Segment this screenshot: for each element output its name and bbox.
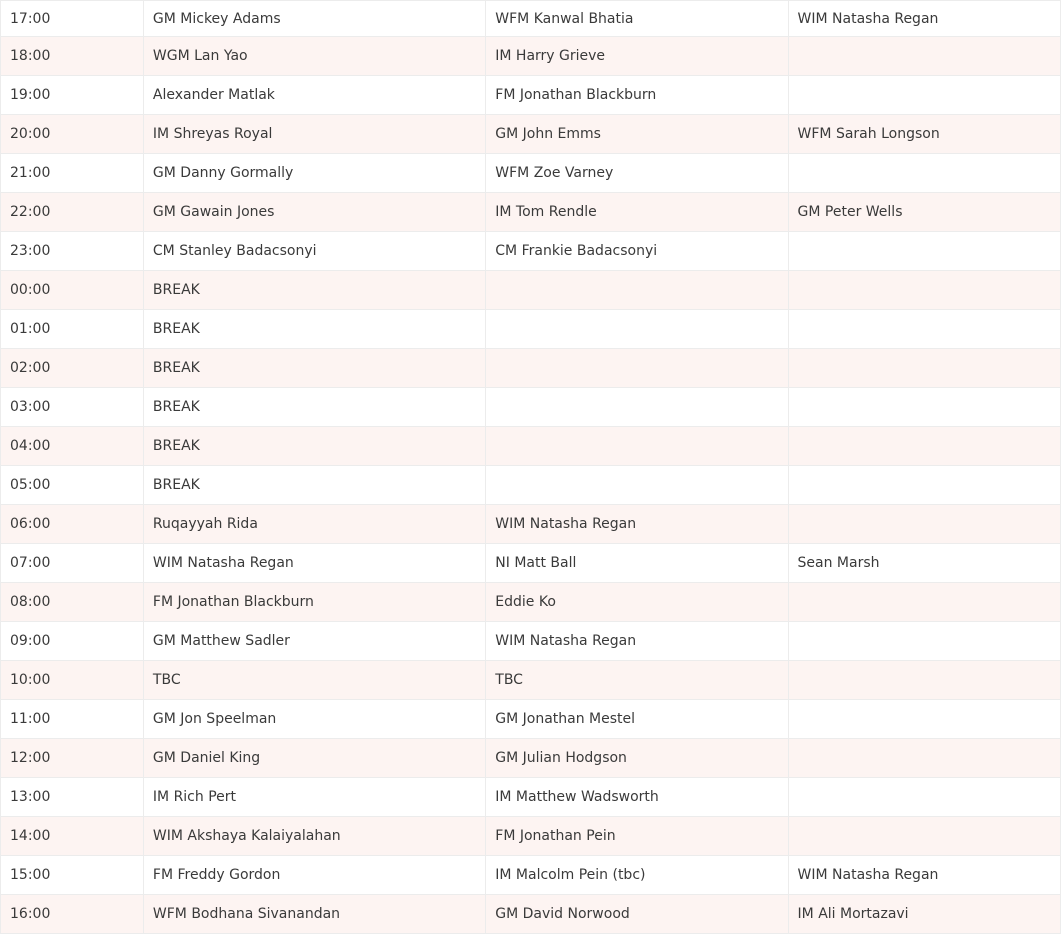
time-cell: 06:00 (1, 505, 144, 544)
table-row (1, 76, 1061, 115)
time-cell: 09:00 (1, 622, 144, 661)
table-row (1, 661, 1061, 700)
table-row (1, 37, 1061, 76)
time-cell: 20:00 (1, 115, 144, 154)
host-cell: BREAK (143, 349, 485, 388)
host-cell: IM Malcolm Pein (tbc) (486, 856, 788, 895)
time-cell: 04:00 (1, 427, 144, 466)
host-cell: BREAK (143, 427, 485, 466)
host-cell: GM Peter Wells (788, 193, 1060, 232)
host-cell (486, 271, 788, 310)
host-cell (486, 466, 788, 505)
host-cell: CM Stanley Badacsonyi (143, 232, 485, 271)
table-row (1, 778, 1061, 817)
host-cell: Ruqayyah Rida (143, 505, 485, 544)
host-cell: WIM Natasha Regan (486, 505, 788, 544)
table-row (1, 427, 1061, 466)
host-cell: GM Daniel King (143, 739, 485, 778)
table-row (1, 388, 1061, 427)
host-cell: NI Matt Ball (486, 544, 788, 583)
host-cell (788, 349, 1060, 388)
table-row (1, 115, 1061, 154)
host-cell: IM Tom Rendle (486, 193, 788, 232)
table-row (1, 739, 1061, 778)
host-cell: Alexander Matlak (143, 76, 485, 115)
time-cell: 00:00 (1, 271, 144, 310)
host-cell: BREAK (143, 466, 485, 505)
host-cell (486, 427, 788, 466)
time-cell: 16:00 (1, 895, 144, 934)
host-cell (486, 388, 788, 427)
host-cell (788, 739, 1060, 778)
host-cell (788, 427, 1060, 466)
time-cell: 11:00 (1, 700, 144, 739)
host-cell: FM Jonathan Pein (486, 817, 788, 856)
table-row (1, 193, 1061, 232)
host-cell: WIM Natasha Regan (788, 856, 1060, 895)
time-cell: 21:00 (1, 154, 144, 193)
table-row (1, 700, 1061, 739)
table-row (1, 544, 1061, 583)
host-cell (788, 76, 1060, 115)
table-row (1, 622, 1061, 661)
host-cell: WIM Akshaya Kalaiyalahan (143, 817, 485, 856)
host-cell: GM John Emms (486, 115, 788, 154)
time-cell: 07:00 (1, 544, 144, 583)
time-cell: 22:00 (1, 193, 144, 232)
host-cell (788, 310, 1060, 349)
table-row (1, 583, 1061, 622)
host-cell: WIM Natasha Regan (788, 1, 1060, 37)
host-cell (486, 349, 788, 388)
time-cell: 12:00 (1, 739, 144, 778)
host-cell (788, 466, 1060, 505)
table-row (1, 349, 1061, 388)
host-cell: BREAK (143, 271, 485, 310)
host-cell: CM Frankie Badacsonyi (486, 232, 788, 271)
table-row (1, 310, 1061, 349)
table-row (1, 1, 1061, 37)
schedule-body (1, 1, 1061, 934)
host-cell: IM Matthew Wadsworth (486, 778, 788, 817)
host-cell (486, 310, 788, 349)
host-cell: TBC (143, 661, 485, 700)
host-cell (788, 583, 1060, 622)
time-cell: 05:00 (1, 466, 144, 505)
host-cell: TBC (486, 661, 788, 700)
table-row (1, 856, 1061, 895)
host-cell: GM Mickey Adams (143, 1, 485, 37)
host-cell (788, 700, 1060, 739)
host-cell: IM Harry Grieve (486, 37, 788, 76)
host-cell: FM Freddy Gordon (143, 856, 485, 895)
host-cell: FM Jonathan Blackburn (143, 583, 485, 622)
host-cell: WFM Bodhana Sivanandan (143, 895, 485, 934)
host-cell: Sean Marsh (788, 544, 1060, 583)
host-cell: IM Ali Mortazavi (788, 895, 1060, 934)
time-cell: 19:00 (1, 76, 144, 115)
host-cell: WFM Zoe Varney (486, 154, 788, 193)
table-row (1, 154, 1061, 193)
host-cell: GM Julian Hodgson (486, 739, 788, 778)
host-cell: GM Gawain Jones (143, 193, 485, 232)
host-cell (788, 271, 1060, 310)
host-cell (788, 661, 1060, 700)
host-cell (788, 154, 1060, 193)
host-cell (788, 388, 1060, 427)
table-row (1, 271, 1061, 310)
host-cell: GM Danny Gormally (143, 154, 485, 193)
table-row (1, 505, 1061, 544)
time-cell: 03:00 (1, 388, 144, 427)
table-row (1, 466, 1061, 505)
table-row (1, 232, 1061, 271)
time-cell: 08:00 (1, 583, 144, 622)
host-cell: BREAK (143, 310, 485, 349)
host-cell (788, 37, 1060, 76)
time-cell: 15:00 (1, 856, 144, 895)
time-cell: 02:00 (1, 349, 144, 388)
table-row (1, 817, 1061, 856)
time-cell: 23:00 (1, 232, 144, 271)
host-cell: GM David Norwood (486, 895, 788, 934)
host-cell: GM Jonathan Mestel (486, 700, 788, 739)
host-cell: Eddie Ko (486, 583, 788, 622)
time-cell: 18:00 (1, 37, 144, 76)
host-cell: IM Rich Pert (143, 778, 485, 817)
host-cell (788, 232, 1060, 271)
host-cell (788, 505, 1060, 544)
host-cell: BREAK (143, 388, 485, 427)
host-cell (788, 817, 1060, 856)
host-cell: GM Matthew Sadler (143, 622, 485, 661)
time-cell: 13:00 (1, 778, 144, 817)
host-cell (788, 622, 1060, 661)
host-cell: WFM Kanwal Bhatia (486, 1, 788, 37)
time-cell: 17:00 (1, 1, 144, 37)
host-cell: GM Jon Speelman (143, 700, 485, 739)
time-cell: 10:00 (1, 661, 144, 700)
time-cell: 01:00 (1, 310, 144, 349)
host-cell (788, 778, 1060, 817)
time-cell: 14:00 (1, 817, 144, 856)
host-cell: FM Jonathan Blackburn (486, 76, 788, 115)
host-cell: WGM Lan Yao (143, 37, 485, 76)
host-cell: IM Shreyas Royal (143, 115, 485, 154)
host-cell: WIM Natasha Regan (143, 544, 485, 583)
host-cell: WFM Sarah Longson (788, 115, 1060, 154)
table-row (1, 895, 1061, 934)
host-cell: WIM Natasha Regan (486, 622, 788, 661)
